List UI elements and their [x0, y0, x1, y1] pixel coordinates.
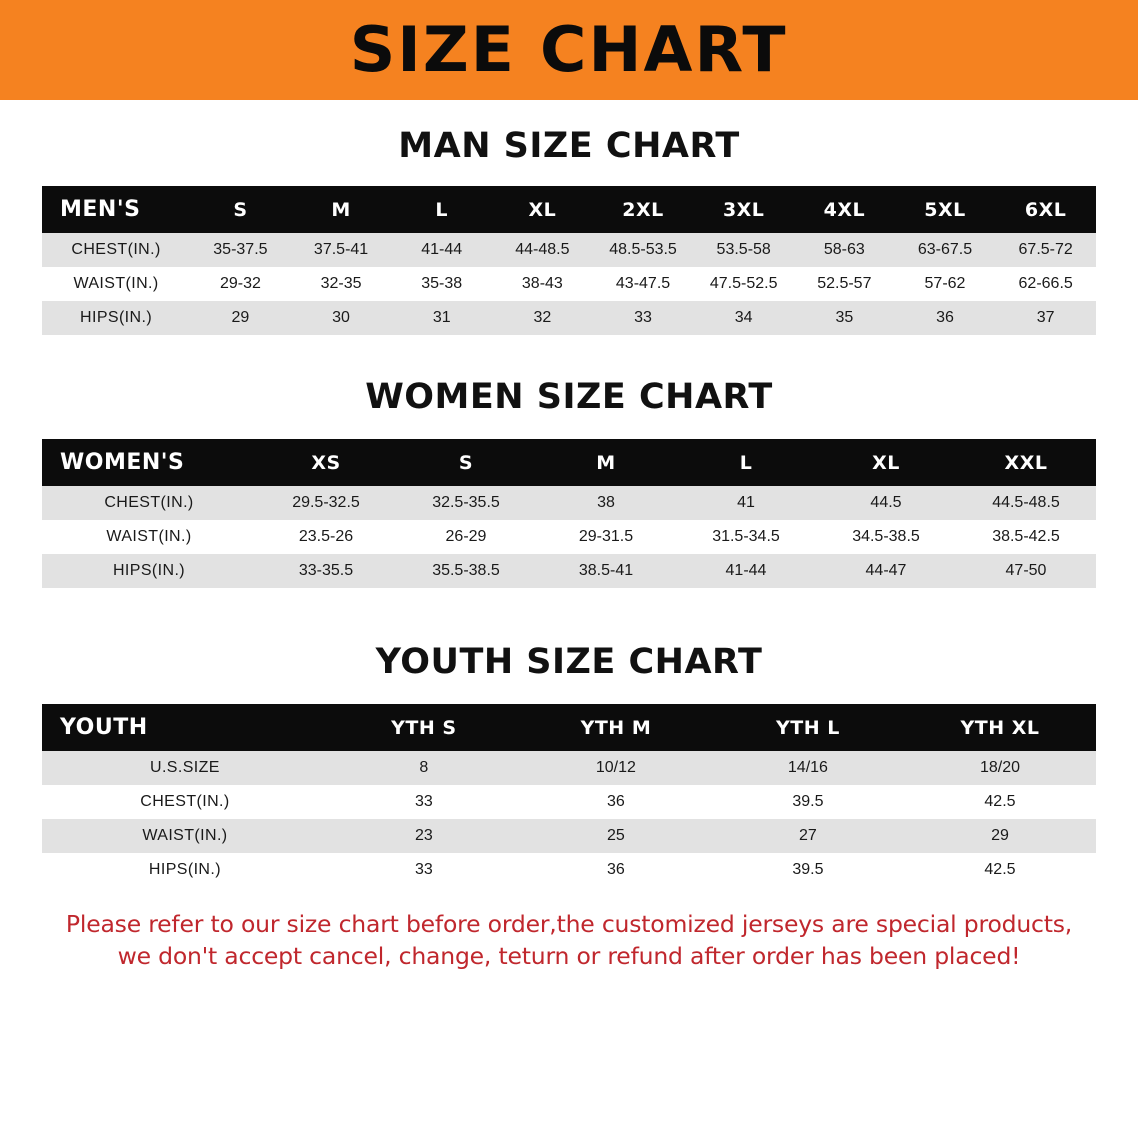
col-header: MEN'S [42, 186, 190, 233]
table-cell: 8 [328, 751, 520, 785]
table-cell: 31.5-34.5 [676, 520, 816, 554]
table-cell: 41 [676, 486, 816, 520]
col-header: YTH M [520, 704, 712, 751]
banner-title: SIZE CHART [350, 13, 788, 86]
table-cell: 42.5 [904, 785, 1096, 819]
table-cell: 44.5 [816, 486, 956, 520]
col-header: XXL [956, 439, 1096, 486]
table-cell: 31 [391, 301, 492, 335]
youth-table-wrap [42, 704, 1096, 887]
disclaimer-line-2: we don't accept cancel, change, teturn or refund after order has been placed! [117, 941, 1021, 970]
table-cell: 36 [520, 785, 712, 819]
row-label: WAIST(IN.) [42, 520, 256, 554]
table-cell: 23.5-26 [256, 520, 396, 554]
row-label: CHEST(IN.) [42, 785, 328, 819]
table-cell: 27 [712, 819, 904, 853]
table-cell: 58-63 [794, 233, 895, 267]
table-cell: 25 [520, 819, 712, 853]
table-cell: 26-29 [396, 520, 536, 554]
table-cell: 38 [536, 486, 676, 520]
table-cell: 41-44 [676, 554, 816, 588]
col-header: M [291, 186, 392, 233]
table-cell: 44-48.5 [492, 233, 593, 267]
table-row [42, 486, 1096, 520]
table-cell: 33-35.5 [256, 554, 396, 588]
table-header-row [42, 439, 1096, 486]
table-cell: 52.5-57 [794, 267, 895, 301]
youth-size-table [42, 704, 1096, 887]
col-header: 5XL [895, 186, 996, 233]
row-label: HIPS(IN.) [42, 554, 256, 588]
col-header: L [676, 439, 816, 486]
row-label: CHEST(IN.) [42, 233, 190, 267]
row-label: HIPS(IN.) [42, 853, 328, 887]
table-cell: 47.5-52.5 [693, 267, 794, 301]
row-label: CHEST(IN.) [42, 486, 256, 520]
table-cell: 10/12 [520, 751, 712, 785]
table-row [42, 520, 1096, 554]
row-label: HIPS(IN.) [42, 301, 190, 335]
table-cell: 35-38 [391, 267, 492, 301]
row-label: U.S.SIZE [42, 751, 328, 785]
table-row [42, 853, 1096, 887]
table-row [42, 554, 1096, 588]
man-table-wrap [42, 186, 1096, 335]
col-header: M [536, 439, 676, 486]
table-cell: 37.5-41 [291, 233, 392, 267]
col-header: 2XL [593, 186, 694, 233]
women-size-table [42, 439, 1096, 588]
table-cell: 34.5-38.5 [816, 520, 956, 554]
table-cell: 29-31.5 [536, 520, 676, 554]
row-label: WAIST(IN.) [42, 267, 190, 301]
row-label: WAIST(IN.) [42, 819, 328, 853]
table-cell: 35.5-38.5 [396, 554, 536, 588]
table-cell: 62-66.5 [995, 267, 1096, 301]
col-header: S [190, 186, 291, 233]
women-table-wrap [42, 439, 1096, 588]
table-cell: 44-47 [816, 554, 956, 588]
table-cell: 35 [794, 301, 895, 335]
table-row [42, 751, 1096, 785]
col-header: YTH S [328, 704, 520, 751]
table-cell: 35-37.5 [190, 233, 291, 267]
disclaimer-line-1: Please refer to our size chart before order,the customized jerseys are special products, [65, 910, 1073, 938]
table-cell: 38-43 [492, 267, 593, 301]
col-header: S [396, 439, 536, 486]
table-cell: 53.5-58 [693, 233, 794, 267]
table-cell: 18/20 [904, 751, 1096, 785]
table-header-row [42, 704, 1096, 751]
table-cell: 37 [995, 301, 1096, 335]
table-cell: 34 [693, 301, 794, 335]
table-cell: 48.5-53.5 [593, 233, 694, 267]
table-cell: 29.5-32.5 [256, 486, 396, 520]
man-size-table [42, 186, 1096, 335]
table-cell: 32 [492, 301, 593, 335]
table-cell: 29 [190, 301, 291, 335]
col-header: WOMEN'S [42, 439, 256, 486]
table-cell: 39.5 [712, 785, 904, 819]
disclaimer-note [38, 909, 1100, 972]
table-cell: 57-62 [895, 267, 996, 301]
table-cell: 33 [328, 785, 520, 819]
table-cell: 43-47.5 [593, 267, 694, 301]
table-row [42, 301, 1096, 335]
youth-section-title: YOUTH SIZE CHART [375, 642, 763, 682]
table-row [42, 819, 1096, 853]
table-cell: 32.5-35.5 [396, 486, 536, 520]
col-header: YOUTH [42, 704, 328, 751]
col-header: YTH L [712, 704, 904, 751]
table-cell: 38.5-41 [536, 554, 676, 588]
col-header: XL [492, 186, 593, 233]
table-cell: 33 [328, 853, 520, 887]
table-cell: 38.5-42.5 [956, 520, 1096, 554]
col-header: L [391, 186, 492, 233]
table-cell: 32-35 [291, 267, 392, 301]
col-header: XS [256, 439, 396, 486]
table-row [42, 785, 1096, 819]
table-cell: 36 [520, 853, 712, 887]
table-cell: 41-44 [391, 233, 492, 267]
table-cell: 23 [328, 819, 520, 853]
table-cell: 47-50 [956, 554, 1096, 588]
table-cell: 29 [904, 819, 1096, 853]
col-header: XL [816, 439, 956, 486]
table-cell: 42.5 [904, 853, 1096, 887]
man-section-title: MAN SIZE CHART [398, 126, 740, 166]
col-header: 4XL [794, 186, 895, 233]
women-section-title: WOMEN SIZE CHART [365, 377, 773, 417]
table-cell: 33 [593, 301, 694, 335]
table-cell: 29-32 [190, 267, 291, 301]
banner [0, 0, 1138, 100]
col-header: 3XL [693, 186, 794, 233]
table-cell: 39.5 [712, 853, 904, 887]
table-row [42, 267, 1096, 301]
col-header: YTH XL [904, 704, 1096, 751]
col-header: 6XL [995, 186, 1096, 233]
table-cell: 67.5-72 [995, 233, 1096, 267]
table-header-row [42, 186, 1096, 233]
table-cell: 63-67.5 [895, 233, 996, 267]
table-cell: 44.5-48.5 [956, 486, 1096, 520]
table-cell: 14/16 [712, 751, 904, 785]
table-cell: 36 [895, 301, 996, 335]
table-cell: 30 [291, 301, 392, 335]
table-row [42, 233, 1096, 267]
